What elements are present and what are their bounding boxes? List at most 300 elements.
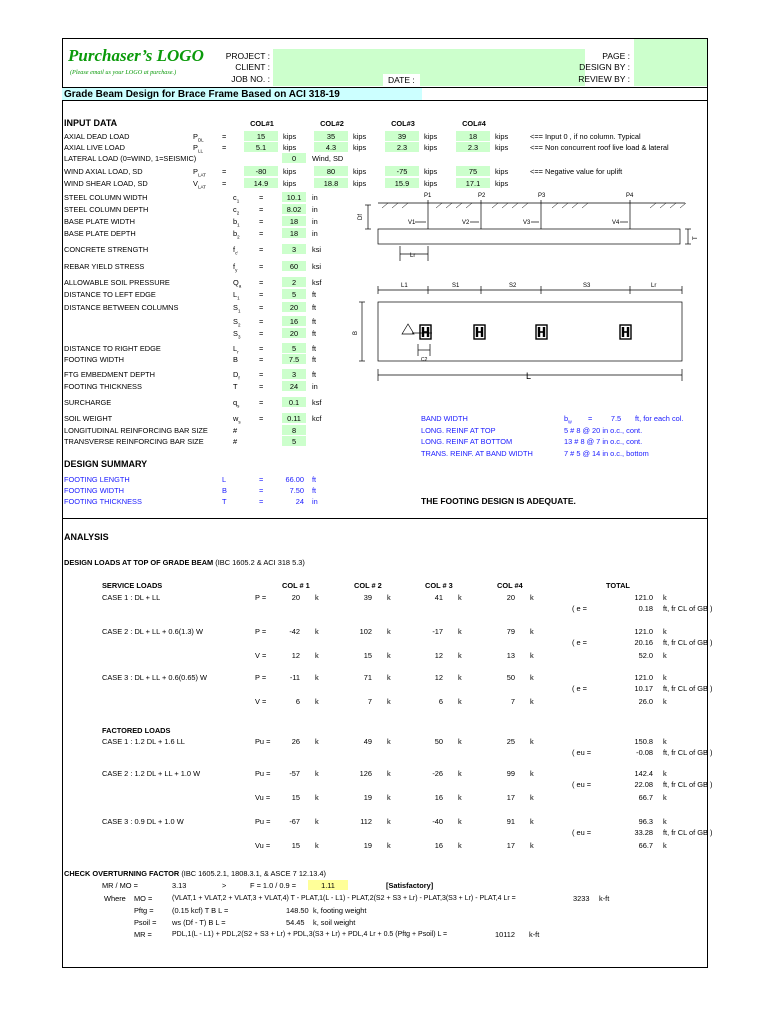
wind_axial-label: WIND AXIAL LOAD, SD [64, 167, 143, 176]
summary-symbol: L [222, 475, 227, 484]
mo-expression: (VLAT,1 + VLAT,2 + VLAT,3 + VLAT,4) T - PLAT,1(L - L1) - PLAT,2(S2 + S3 + Lr) - PLAT,3(S3 + Lr) - PLAT,4 Lr = [172, 895, 516, 902]
case-total-unit: k [663, 651, 667, 660]
case-unit: k [530, 793, 534, 802]
dead-col3-value: 39 [397, 132, 407, 141]
ecc-unit: ft, fr CL of GB ) [663, 780, 713, 789]
equals-sign: = [259, 262, 264, 271]
case-total: 142.4 [634, 769, 653, 778]
shear-v3-label: V3 [523, 220, 531, 226]
equals-sign: = [259, 329, 264, 338]
overturn-status: [Satisfactory] [386, 881, 434, 890]
case-unit: k [458, 841, 462, 850]
param-unit: ksf [312, 398, 322, 407]
case-unit: k [387, 817, 391, 826]
case-value: -11 [289, 673, 300, 682]
case-value: 20 [291, 593, 300, 602]
live-col2-value: 4.3 [325, 143, 337, 152]
dead-col4-value: 18 [468, 132, 478, 141]
case-value: 13 [506, 651, 515, 660]
load-p3-label: P3 [538, 193, 546, 199]
wind_axial-unit: kips [495, 167, 509, 176]
param-label: FOOTING THICKNESS [64, 382, 142, 391]
summary-unit: in [312, 497, 318, 506]
case-total: 150.8 [634, 737, 653, 746]
case-unit: k [458, 697, 462, 706]
param-unit: ft [312, 355, 317, 364]
lr-label: Lr [410, 253, 416, 259]
divider [62, 100, 708, 101]
param-symbol: B [233, 355, 238, 364]
case-row-symbol: Pu = [255, 769, 271, 778]
param-label: SOIL WEIGHT [64, 414, 113, 423]
param-value: 18 [289, 217, 299, 226]
col3-head-analysis: COL # 3 [425, 581, 453, 590]
case-total-unit: k [663, 793, 667, 802]
case-row-symbol: Vu = [255, 841, 271, 850]
case-value: 12 [434, 651, 443, 660]
wind_axial-symbol: $P_{LAT}$ [193, 167, 206, 178]
case-value: -57 [289, 769, 300, 778]
lateral-label: LATERAL LOAD (0=WIND, 1=SEISMIC) [64, 154, 197, 163]
case-row-symbol: Vu = [255, 793, 271, 802]
equals-sign: = [259, 382, 264, 391]
reinf-bottom-label: LONG. REINF AT BOTTOM [421, 437, 513, 446]
param-unit: in [312, 193, 318, 202]
wind_axial-note: <== Negative value for uplift [530, 167, 623, 176]
case-value: 71 [363, 673, 372, 682]
mo-value: 3233 [573, 894, 590, 903]
param-symbol: $S_1$ [233, 303, 241, 314]
case-label: CASE 2 : DL + LL + 0.6(1.3) W [102, 627, 203, 636]
case-total: 96.3 [638, 817, 653, 826]
project-client-field[interactable] [273, 49, 585, 74]
case-row-symbol: V = [255, 651, 267, 660]
f-value: 1.11 [321, 881, 335, 890]
case-total-unit: k [663, 627, 667, 636]
dim-l1-label: L1 [401, 283, 408, 289]
param-unit: in [312, 205, 318, 214]
param-unit: ft [312, 303, 317, 312]
case-unit: k [315, 593, 319, 602]
case-unit: k [530, 769, 534, 778]
param-symbol: $q_s$ [233, 398, 240, 409]
wind_axial-unit: kips [283, 167, 297, 176]
case-total-unit: k [663, 817, 667, 826]
case-total-unit: k [663, 673, 667, 682]
equals-sign: = [259, 245, 264, 254]
case-total: 121.0 [634, 673, 653, 682]
param-unit: in [312, 382, 318, 391]
dead-label: AXIAL DEAD LOAD [64, 132, 130, 141]
col4-head: COL#4 [462, 119, 486, 128]
band-width-value: 7.5 [610, 414, 622, 423]
param-label: DISTANCE TO LEFT EDGE [64, 290, 156, 299]
case-value: 91 [506, 817, 515, 826]
ecc-value: 22.08 [634, 780, 653, 789]
case-value: 49 [363, 737, 372, 746]
analysis-heading: ANALYSIS [64, 532, 109, 542]
summary-symbol: B [222, 486, 227, 495]
param-unit: in [312, 229, 318, 238]
mo-unit: k-ft [599, 894, 610, 903]
case-unit: k [387, 793, 391, 802]
summary-unit: ft [312, 486, 317, 495]
param-value: 18 [289, 229, 299, 238]
pftg-expression: (0.15 kcf) T B L = [172, 906, 229, 915]
live-col3-value: 2.3 [396, 143, 408, 152]
case-value: 12 [434, 673, 443, 682]
shear-v2-label: V2 [462, 220, 470, 226]
load-p4-label: P4 [626, 193, 634, 199]
param-label: SURCHARGE [64, 398, 112, 407]
param-symbol: $L_r$ [233, 344, 239, 355]
param-label: LONGITUDINAL REINFORCING BAR SIZE [64, 426, 208, 435]
param-symbol: $f_{c'}$ [233, 245, 239, 256]
dim-s3-label: S3 [583, 283, 591, 289]
case-total-unit: k [663, 841, 667, 850]
param-value: 7.5 [288, 355, 300, 364]
case-total: 26.0 [638, 697, 653, 706]
param-symbol: $c_2$ [233, 205, 240, 216]
equals-sign: = [259, 290, 264, 299]
param-label: BASE PLATE WIDTH [64, 217, 135, 226]
lateral-value: 0 [291, 154, 297, 163]
col4-head-analysis: COL #4 [497, 581, 523, 590]
psoil-symbol: Psoil = [134, 918, 157, 927]
case-value: -17 [432, 627, 443, 636]
summary-value: 66.00 [285, 475, 304, 484]
live-symbol: $P_{LL}$ [193, 143, 203, 154]
col1-head-analysis: COL # 1 [282, 581, 310, 590]
param-value: 20 [289, 303, 299, 312]
ecc-unit: ft, fr CL of GB ) [663, 638, 713, 647]
case-value: 50 [506, 673, 515, 682]
case-value: 102 [359, 627, 372, 636]
case-unit: k [458, 627, 462, 636]
ecc-value: 10.17 [634, 684, 653, 693]
equals-sign: = [259, 398, 264, 407]
case-value: 112 [360, 817, 372, 826]
logo-note: (Please email us your LOGO at purchase.) [70, 69, 177, 76]
case-value: 41 [434, 593, 443, 602]
dim-b-label: B [353, 330, 359, 335]
f-label: F = 1.0 / 0.9 = [250, 881, 297, 890]
equals-sign: = [259, 193, 264, 202]
ecc-unit: ft, fr CL of GB ) [663, 828, 713, 837]
live-unit: kips [495, 143, 509, 152]
load-p2-label: P2 [478, 193, 486, 199]
dim-lr-label: Lr [651, 283, 657, 289]
wind_shear-label: WIND SHEAR LOAD, SD [64, 179, 148, 188]
case-total: 66.7 [638, 793, 653, 802]
ecc-symbol: ( e = [572, 638, 587, 647]
equals-sign: = [259, 229, 264, 238]
pftg-unit: k, footing weight [313, 906, 367, 915]
wind_axial-col3-value: -75 [396, 167, 408, 176]
ecc-value: 33.28 [634, 828, 653, 837]
param-symbol: $b_1$ [233, 217, 240, 228]
case-value: 15 [291, 793, 300, 802]
case-value: 17 [506, 793, 515, 802]
case-unit: k [458, 651, 462, 660]
summary-label: FOOTING LENGTH [64, 475, 130, 484]
summary-heading: DESIGN SUMMARY [64, 459, 148, 469]
case-total: 52.0 [638, 651, 653, 660]
param-value: 2 [291, 278, 297, 287]
case-unit: k [315, 651, 319, 660]
reinf-trans-value: 7 # 5 @ 14 in o.c., bottom [564, 449, 649, 458]
param-label: TRANSVERSE REINFORCING BAR SIZE [64, 437, 204, 446]
page-label: PAGE : [602, 51, 630, 61]
live-unit: kips [424, 143, 438, 152]
dead-unit: kips [424, 132, 438, 141]
param-label: ALLOWABLE SOIL PRESSURE [64, 278, 170, 287]
client-label: CLIENT : [235, 62, 270, 72]
case-value: 7 [510, 697, 515, 706]
param-value: 10.1 [286, 193, 302, 202]
pftg-symbol: Pftg = [134, 906, 154, 915]
dead-unit: kips [353, 132, 367, 141]
total-head-analysis: TOTAL [606, 581, 630, 590]
case-total-unit: k [663, 697, 667, 706]
case-total: 121.0 [634, 627, 653, 636]
case-value: 19 [363, 793, 372, 802]
case-unit: k [315, 697, 319, 706]
case-value: 25 [506, 737, 515, 746]
live-col1-value: 5.1 [255, 143, 267, 152]
case-unit: k [458, 593, 462, 602]
lateral-note: Wind, SD [312, 154, 344, 163]
review-by-label: REVIEW BY : [578, 74, 630, 84]
case-unit: k [387, 841, 391, 850]
t-label: T [693, 236, 699, 240]
case-value: 16 [434, 793, 443, 802]
param-value: 3 [291, 370, 297, 379]
case-unit: k [458, 673, 462, 682]
param-label: STEEL COLUMN DEPTH [64, 205, 149, 214]
dead-note: <== Input 0 , if no column. Typical [530, 132, 641, 141]
wind_axial-col2-value: 80 [326, 167, 336, 176]
ecc-symbol: ( e = [572, 684, 587, 693]
case-value: 16 [434, 841, 443, 850]
band-width-symbol: $b_w$ [564, 414, 572, 426]
equals-sign: = [259, 497, 264, 506]
psoil-expression: ws (Df - T) B L = [172, 918, 226, 927]
reinf-top-value: 5 # 8 @ 20 in o.c., cont. [564, 426, 643, 435]
equals-sign: = [259, 486, 264, 495]
param-symbol: $w_s$ [233, 414, 241, 425]
case-value: 39 [363, 593, 372, 602]
live-label: AXIAL LIVE LOAD [64, 143, 125, 152]
case-label: CASE 3 : DL + LL + 0.6(0.65) W [102, 673, 208, 682]
case-row-symbol: P = [255, 593, 267, 602]
case-unit: k [315, 817, 319, 826]
case-unit: k [315, 737, 319, 746]
param-label: CONCRETE STRENGTH [64, 245, 149, 254]
case-label: CASE 3 : 0.9 DL + 1.0 W [102, 817, 184, 826]
case-unit: k [530, 651, 534, 660]
wind_shear-symbol: $V_{LAT}$ [193, 179, 206, 190]
equals-sign: = [259, 217, 264, 226]
param-symbol: $c_1$ [233, 193, 240, 204]
ecc-value: 0.18 [638, 604, 653, 613]
param-label: BASE PLATE DEPTH [64, 229, 136, 238]
wind_shear-col3-value: 15.9 [394, 179, 410, 188]
dim-s2-label: S2 [509, 283, 517, 289]
param-value: 60 [289, 262, 299, 271]
case-value: 6 [438, 697, 443, 706]
case-value: 79 [506, 627, 515, 636]
wind_shear-col4-value: 17.1 [465, 179, 481, 188]
param-unit: ksi [312, 262, 322, 271]
wind_axial-unit: kips [424, 167, 438, 176]
dead-unit: kips [283, 132, 297, 141]
case-unit: k [387, 651, 391, 660]
design-by-label: DESIGN BY : [579, 62, 630, 72]
mr-unit: k-ft [529, 930, 540, 939]
param-unit: ft [312, 290, 317, 299]
col1-head: COL#1 [250, 119, 274, 128]
ecc-unit: ft, fr CL of GB ) [663, 604, 713, 613]
wind_shear-unit: kips [353, 179, 367, 188]
case-value: -26 [432, 769, 443, 778]
param-label: DISTANCE TO RIGHT EDGE [64, 344, 161, 353]
design-verdict: THE FOOTING DESIGN IS ADEQUATE. [421, 496, 576, 506]
param-symbol: # [233, 437, 238, 446]
summary-symbol: T [222, 497, 227, 506]
case-value: 7 [367, 697, 372, 706]
case-row-symbol: V = [255, 697, 267, 706]
load-p1-label: P1 [424, 193, 432, 199]
case-label: CASE 2 : 1.2 DL + LL + 1.0 W [102, 769, 201, 778]
case-label: CASE 1 : 1.2 DL + 1.6 LL [102, 737, 185, 746]
param-value: 5 [291, 344, 297, 353]
param-unit: ft [312, 317, 317, 326]
live-note: <== Non concurrent roof live load & lateral [530, 143, 669, 152]
case-value: 99 [506, 769, 515, 778]
col3-head: COL#3 [391, 119, 415, 128]
ecc-symbol: ( e = [572, 604, 587, 613]
band-width-label: BAND WIDTH [421, 414, 468, 423]
case-unit: k [530, 593, 534, 602]
mr-mo-value: 3.13 [172, 881, 187, 890]
jobno-label: JOB NO. : [231, 74, 270, 84]
param-value: 0.1 [288, 398, 300, 407]
case-unit: k [387, 627, 391, 636]
dead-unit: kips [495, 132, 509, 141]
dead-col1-value: 15 [256, 132, 266, 141]
summary-label: FOOTING WIDTH [64, 486, 124, 495]
equals-sign: = [259, 414, 264, 423]
case-total: 121.0 [634, 593, 653, 602]
case-unit: k [530, 627, 534, 636]
col2-head: COL#2 [320, 119, 344, 128]
jobno-field[interactable] [273, 74, 383, 86]
param-symbol: $D_f$ [233, 370, 240, 381]
mo-symbol: MO = [134, 894, 153, 903]
ecc-unit: ft, fr CL of GB ) [663, 748, 713, 757]
case-value: 15 [291, 841, 300, 850]
ecc-symbol: ( eu = [572, 780, 592, 789]
case-unit: k [458, 769, 462, 778]
wind_shear-col2-value: 18.8 [323, 179, 339, 188]
case-value: 20 [506, 593, 515, 602]
project-label: PROJECT : [225, 51, 270, 61]
equals-sign: = [259, 344, 264, 353]
param-unit: ksf [312, 278, 322, 287]
ecc-symbol: ( eu = [572, 828, 592, 837]
band-width-unit: ft, for each col. [635, 414, 684, 423]
purchaser-logo: Purchaser’s LOGO [68, 46, 204, 65]
case-value: 15 [363, 651, 372, 660]
wind_shear-unit: kips [424, 179, 438, 188]
ecc-value: 20.16 [634, 638, 653, 647]
mr-expression: PDL,1(L - L1) + PDL,2(S2 + S3 + Lr) + PDL,3(S3 + Lr) + PDL,4 Lr + 0.5 (Pftg + Psoil) L = [172, 931, 448, 938]
case-row-symbol: P = [255, 673, 267, 682]
param-unit: ft [312, 370, 317, 379]
case-value: 6 [295, 697, 300, 706]
shear-v4-label: V4 [612, 220, 620, 226]
ecc-symbol: ( eu = [572, 748, 592, 757]
ecc-unit: ft, fr CL of GB ) [663, 684, 713, 693]
dim-c2-label: C2 [421, 357, 428, 363]
param-unit: in [312, 217, 318, 226]
case-unit: k [530, 737, 534, 746]
case-total: 66.7 [638, 841, 653, 850]
reinf-bottom-value: 13 # 8 @ 7 in o.c., cont. [564, 437, 643, 446]
param-value: 24 [289, 382, 299, 391]
case-unit: k [315, 841, 319, 850]
param-value: 5 [291, 290, 297, 299]
case-value: -42 [289, 627, 300, 636]
equals-sign: = [222, 167, 227, 176]
case-unit: k [530, 673, 534, 682]
param-value: 20 [289, 329, 299, 338]
param-symbol: $S_3$ [233, 329, 241, 340]
equals-sign: = [222, 179, 227, 188]
wind_axial-col4-value: 75 [468, 167, 478, 176]
param-value: 8.02 [286, 205, 302, 214]
psoil-unit: k, soil weight [313, 918, 356, 927]
summary-value: 7.50 [289, 486, 304, 495]
param-unit: ksi [312, 245, 322, 254]
param-symbol: # [233, 426, 238, 435]
case-total-unit: k [663, 593, 667, 602]
case-unit: k [315, 673, 319, 682]
summary-value: 24 [295, 497, 304, 506]
case-unit: k [315, 793, 319, 802]
page-reviewer-field[interactable] [634, 39, 707, 86]
case-total-unit: k [663, 769, 667, 778]
param-label: STEEL COLUMN WIDTH [64, 193, 148, 202]
summary-label: FOOTING THICKNESS [64, 497, 142, 506]
param-value: 16 [289, 317, 299, 326]
case-unit: k [387, 769, 391, 778]
case-row-symbol: Pu = [255, 737, 271, 746]
param-label: FOOTING WIDTH [64, 355, 124, 364]
sheet-title: Grade Beam Design for Brace Frame Based on ACI 318-19 [64, 89, 340, 100]
summary-unit: ft [312, 475, 317, 484]
dead-symbol: $P_{DL}$ [193, 132, 204, 143]
psoil-value: 54.45 [286, 918, 305, 927]
case-unit: k [458, 737, 462, 746]
df-label: Df [358, 214, 364, 220]
param-label: FTG EMBEDMENT DEPTH [64, 370, 156, 379]
pftg-value: 148.50 [286, 906, 309, 915]
case-value: 17 [506, 841, 515, 850]
equals-sign: = [259, 317, 264, 326]
param-value: 0.11 [287, 414, 301, 423]
